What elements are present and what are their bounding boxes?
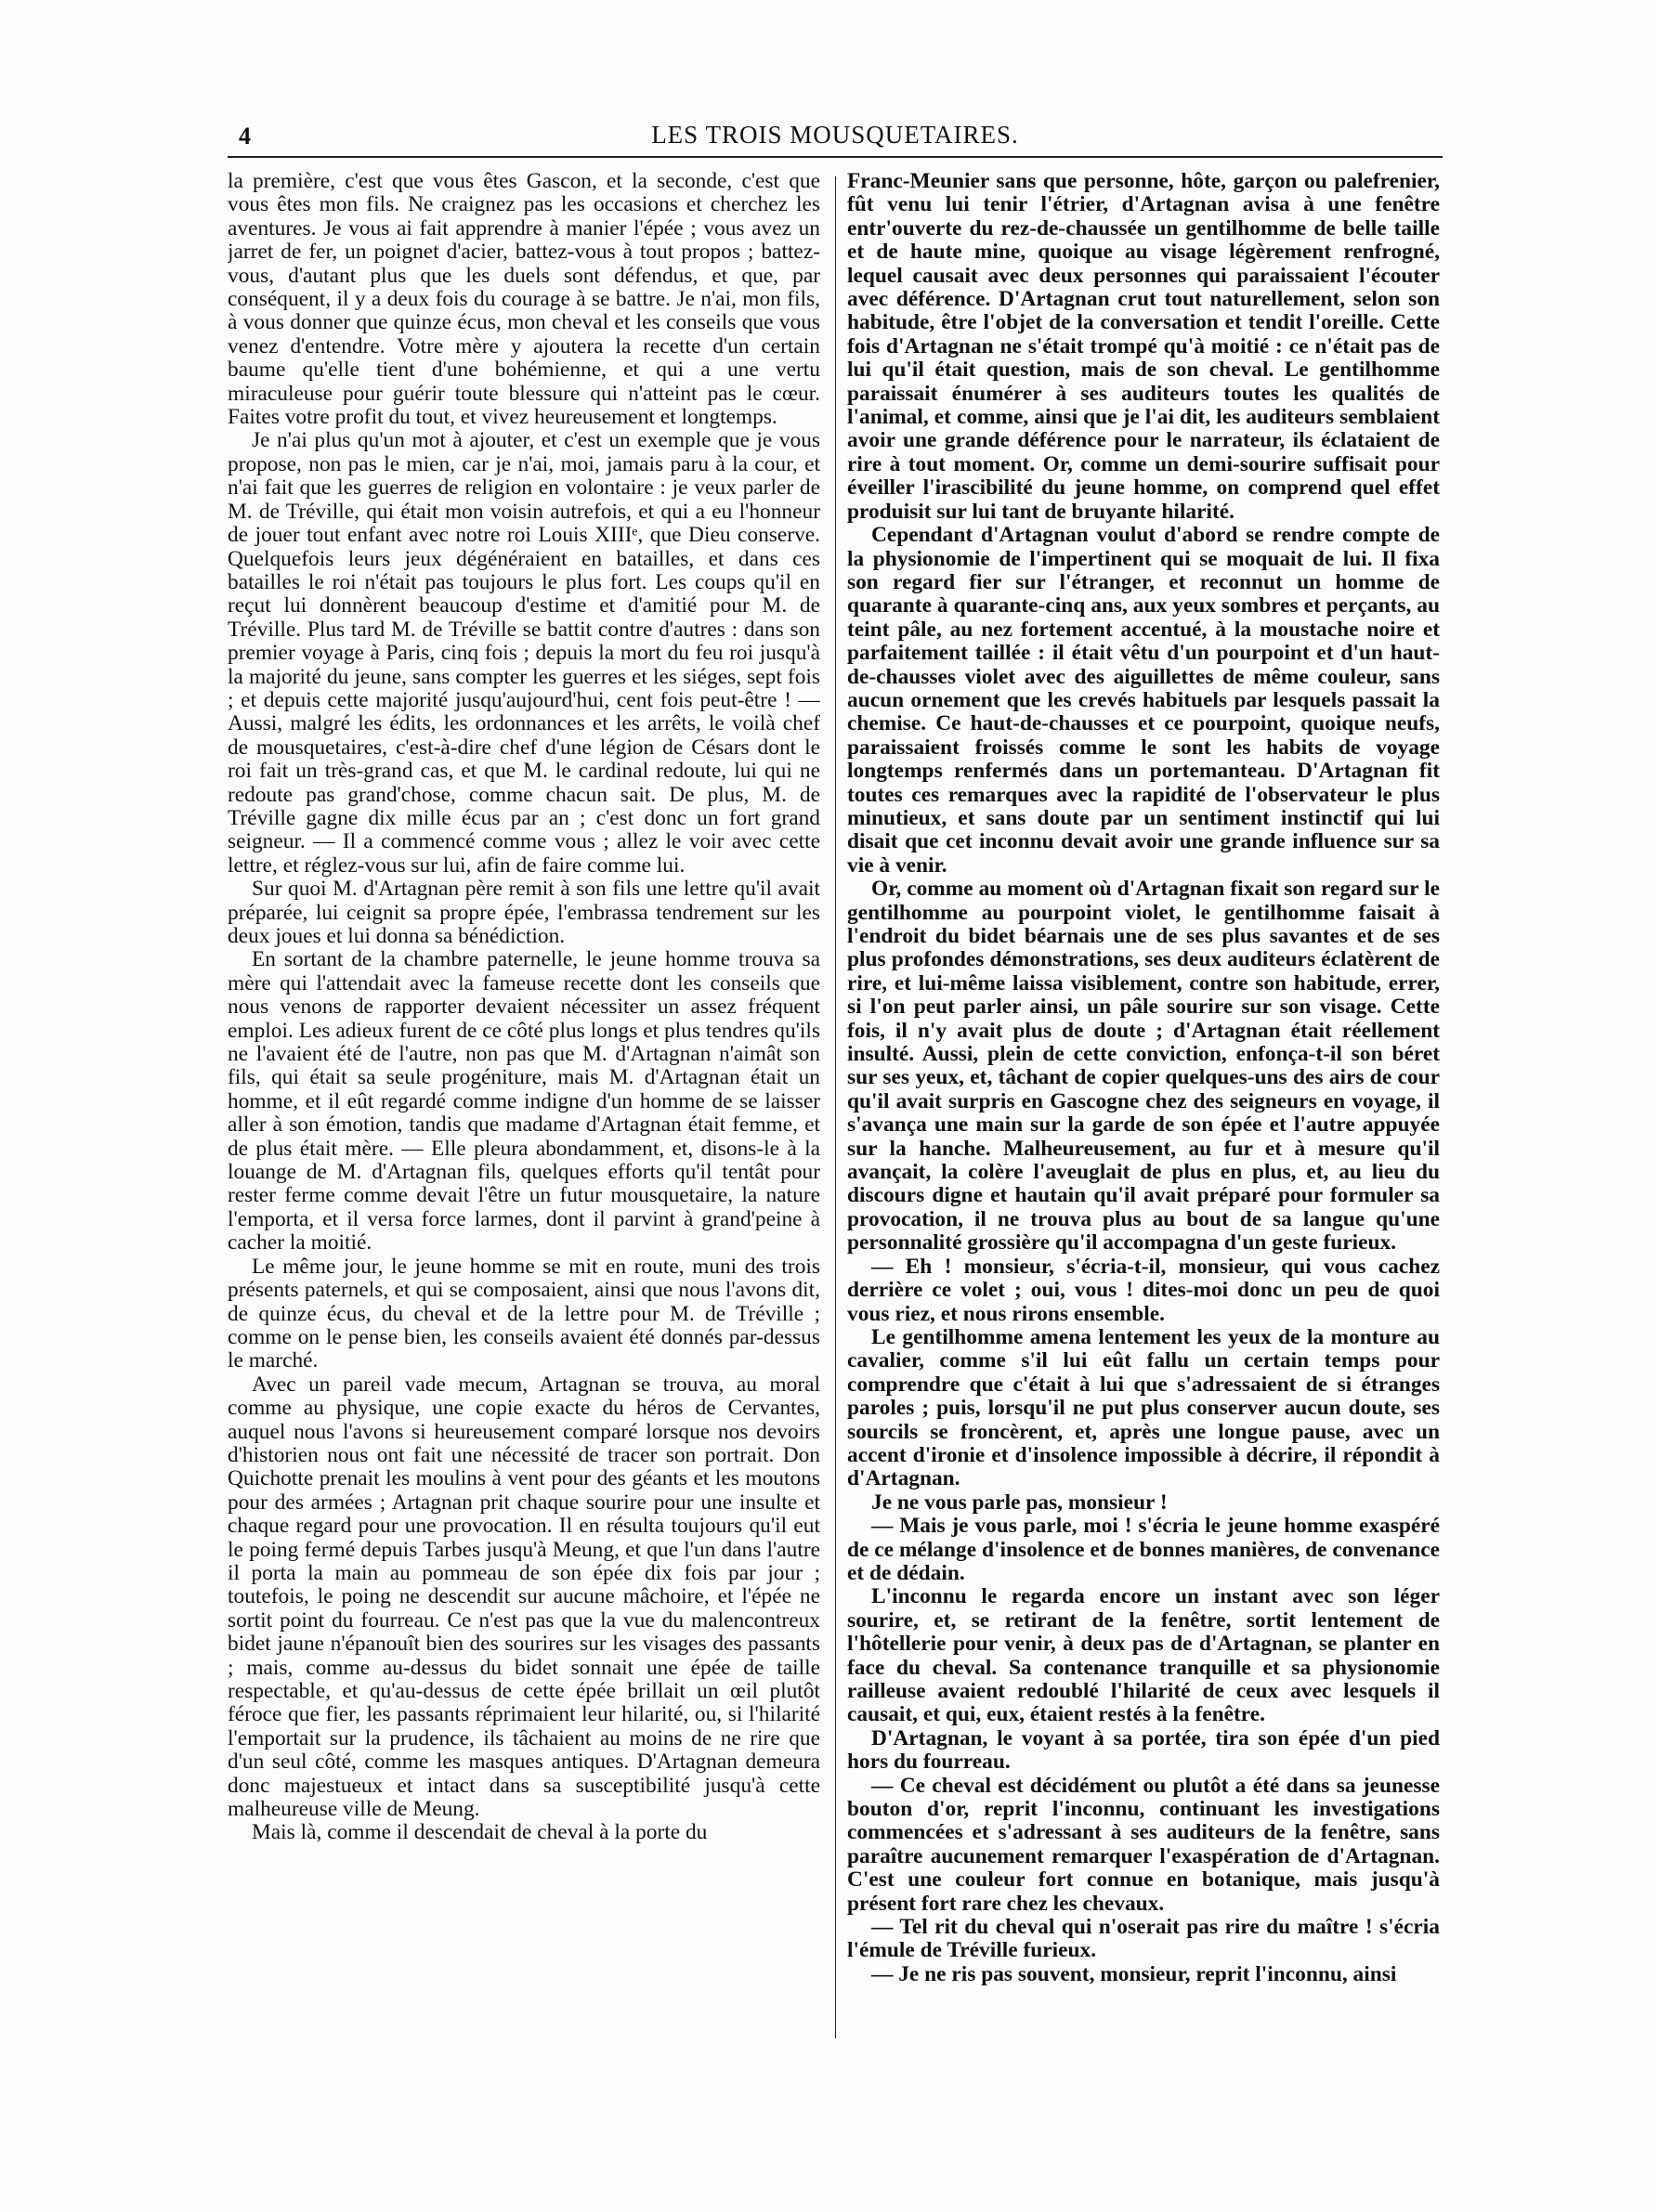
right-paragraph-4: — Eh ! monsieur, s'écria-t-il, monsieur, qui vous cachez derrière ce volet ; oui, vous ! dites-moi donc un peu de quoi vous riez, et nous rirons ensemble. xyxy=(847,1254,1440,1326)
left-column xyxy=(228,170,820,2055)
right-paragraph-9: D'Artagnan, le voyant à sa portée, tira son épée d'un pied hors du fourreau. xyxy=(847,1725,1440,1775)
right-paragraph-5: Le gentilhomme amena lentement les yeux de la monture au cavalier, comme s'il lui eût fallu un certain temps pour comprendre que c'était à lui que s'adressaient de si étranges paroles ; puis, lorsqu'il ne put plus conserver aucun doute, ses sourcils se froncèrent, et, après une longue pause, avec un accent d'ironie et d'insolence impossible à décrire, il répondit à d'Artagnan. xyxy=(847,1324,1440,1491)
left-paragraph-6: Avec un pareil vade mecum, Artagnan se trouva, au moral comme au physique, une copie exacte du héros de Cervantes, auquel nous l'avons si heureusement comparé lorsque nos devoirs d'historien nous ont fait une nécessité de tracer son portrait. Don Quichotte prenait les moulins à vent pour des géants et les moutons pour des armées ; Artagnan prit chaque sourire pour une insulte et chaque regard pour une provocation. Il en résulta toujours qu'il eut le poing fermé depuis Tarbes jusqu'à Meung, et que l'un dans l'autre il porta la main au pommeau de son épée dix fois par jour ; toutefois, le poing ne descendit sur aucune mâchoire, et l'épée ne sortit point du fourreau. Ce n'est pas que la vue du malencontreux bidet jaune n'épanouît bien des sourires sur les visages des passants ; mais, comme au-dessus du bidet sonnait une épée de taille respectable, et qu'au-dessus de cette épée brillait un œil plutôt féroce que fier, les passants réprimaient leur hilarité, ou, si l'hilarité l'emportait sur la prudence, ils tâchaient au moins de ne rire que d'un seul côté, comme les masques antiques. D'Artagnan demeura donc majestueux et intact dans sa susceptibilité jusqu'à cette malheureuse ville de Meung. xyxy=(228,1372,820,1822)
right-paragraph-2: Cependant d'Artagnan voulut d'abord se rendre compte de la physionomie de l'impertinent qui se moquait de lui. Il fixa son regard fier sur l'étranger, et reconnut un homme de quarante à quarante-cinq ans, aux yeux sombres et perçants, au teint pâle, au nez fortement accentué, à la moustache noire et parfaitement taillée : il était vêtu d'un pourpoint et d'un haut-de-chausses violet avec des aiguillettes de même couleur, sans aucun ornement que les crevés habituels par lesquels passait la chemise. Ce haut-de-chausses et ce pourpoint, quoique neufs, paraissaient froissés comme le sont les habits de voyage longtemps renfermés dans un portemanteau. D'Artagnan fit toutes ces remarques avec la rapidité de l'observateur le plus minutieux, et sans doute par un sentiment instinctif qui lui disait que cet inconnu devait avoir une grande influence sur sa vie à venir. xyxy=(847,523,1440,878)
right-paragraph-7: — Mais je vous parle, moi ! s'écria le jeune homme exaspéré de ce mélange d'insolence et de bonnes manières, de convenance et de dédain. xyxy=(847,1514,1440,1585)
left-paragraph-4: En sortant de la chambre paternelle, le jeune homme trouva sa mère qui l'attendait avec la fameuse recette dont les conseils que nous venons de rapporter devaient nécessiter un assez fréquent emploi. Les adieux furent de ce côté plus longs et plus tendres qu'ils ne l'avaient été de l'autre, non pas que M. d'Artagnan n'aimât son fils, qui était sa seule progéniture, mais M. d'Artagnan était un homme, et il eût regardé comme indigne d'un homme de se laisser aller à son émotion, tandis que madame d'Artagnan était femme, et de plus était mère. — Elle pleura abondamment, et, disons-le à la louange de M. d'Artagnan fils, quelques efforts qu'il tentât pour rester ferme comme devait l'être un futur mousquetaire, la nature l'emporta, et il versa force larmes, dont il parvint à grand'peine à cacher la moitié. xyxy=(228,947,820,1256)
right-paragraph-1: Franc-Meunier sans que personne, hôte, garçon ou palefrenier, fût venu lui tenir l'étrier, d'Artagnan avisa à une fenêtre entr'ouverte du rez-de-chaussée un gentilhomme de belle taille et de haute mine, quoique au visage légèrement renfrogné, lequel causait avec deux personnes qui paraissaient l'écouter avec déférence. D'Artagnan crut tout naturellement, selon son habitude, être l'objet de la conversation et tendit l'oreille. Cette fois d'Artagnan ne s'était trompé qu'à moitié : ce n'était pas de lui qu'il était question, mais de son cheval. Le gentilhomme paraissait énumérer à ses auditeurs toutes les qualités de l'animal, et comme, ainsi que je l'ai dit, les auditeurs semblaient avoir une grande déférence pour le narrateur, ils éclataient de rire à tout moment. Or, comme un demi-sourire suffisait pour éveiller l'irascibilité du jeune homme, on comprend quel effet produisit sur lui tant de bruyante hilarité. xyxy=(847,170,1440,524)
right-paragraph-12: — Je ne ris pas souvent, monsieur, reprit l'inconnu, ainsi xyxy=(871,1961,1397,1986)
right-column xyxy=(847,170,1440,2055)
right-paragraph-8: L'inconnu le regarda encore un instant avec son léger sourire, et, se retirant de la fenêtre, sortit lentement de l'hôtellerie pour venir, à deux pas de d'Artagnan, se planter en face du cheval. Sa contenance tranquille et sa physionomie railleuse avaient redoublé l'hilarité de ceux avec lesquels il causait, et qui, eux, étaient restés à la fenêtre. xyxy=(847,1584,1440,1727)
running-title: LES TROIS MOUSQUETAIRES. xyxy=(651,121,1019,149)
right-paragraph-3: Or, comme au moment où d'Artagnan fixait son regard sur le gentilhomme au pourpoint violet, le gentilhomme faisait à l'endroit du bidet béarnais une de ses plus savantes et de ses plus profondes démonstrations, ses deux auditeurs éclatèrent de rire, et lui-même laissa visiblement, contre son habitude, errer, si l'on peut parler ainsi, un pâle sourire sur son visage. Cette fois, il n'y avait plus de doute ; d'Artagnan était réellement insulté. Aussi, plein de cette conviction, enfonça-t-il son béret sur ses yeux, et, tâchant de copier quelques-uns des airs de cour qu'il avait surpris en Gascogne chez des seigneurs en voyage, il s'avança une main sur la garde de son épée et l'autre appuyée sur la hanche. Malheureusement, au fur et à mesure qu'il avançait, la colère l'aveuglait de plus en plus, et, au lieu du discours digne et hautain qu'il avait préparé pour formuler sa provocation, il ne trouva plus au bout de sa langue qu'une personnalité grossière qu'il accompagna d'un geste furieux. xyxy=(847,877,1440,1256)
left-paragraph-3: Sur quoi M. d'Artagnan père remit à son fils une lettre qu'il avait préparée, lui ceignit sa propre épée, l'embrassa tendrement sur les deux joues et lui donna sa bénédiction. xyxy=(228,877,820,948)
right-paragraph-10: — Ce cheval est décidément ou plutôt a été dans sa jeunesse bouton d'or, reprit l'inconnu, continuant les investigations commencées et s'adressant à ses auditeurs de la fenêtre, sans paraître aucunement remarquer l'exaspération de d'Artagnan. C'est une couleur fort connue en botanique, mais jusqu'à présent fort rare chez les chevaux. xyxy=(847,1773,1440,1916)
right-paragraph-11: — Tel rit du cheval qui n'oserait pas rire du maître ! s'écria l'émule de Tréville furieux. xyxy=(847,1915,1440,1963)
left-paragraph-7: Mais là, comme il descendait de cheval à la porte du xyxy=(252,1820,708,1845)
left-paragraph-5: Le même jour, le jeune homme se mit en route, muni des trois présents paternels, et qui se composaient, ainsi que nous l'avons dit, de quinze écus, du cheval et de la lettre pour M. de Tréville ; comme on le pense bien, les conseils avaient été donnés par-dessus le marché. xyxy=(228,1254,820,1373)
page-number: 4 xyxy=(239,123,251,150)
left-paragraph-2: Je n'ai plus qu'un mot à ajouter, et c'est un exemple que je vous propose, non pas le mien, car je n'ai, moi, jamais paru à la cour, et n'ai fait que les guerres de religion en volontaire : je veux parler de M. de Tréville, qui était mon voisin autrefois, et qui a eu l'honneur de jouer tout enfant avec notre roi Louis XIIIᵉ, que Dieu conserve. Quelquefois leurs jeux dégénéraient en batailles, et dans ces batailles le roi n'était pas toujours le plus fort. Les coups qu'il en reçut lui donnèrent beaucoup d'estime et d'amitié pour M. de Tréville. Plus tard M. de Tréville se battit contre d'autres : dans son premier voyage à Paris, cinq fois ; depuis la mort du feu roi jusqu'à la majorité du jeune, sans compter les guerres et les siéges, sept fois ; et depuis cette majorité jusqu'aujourd'hui, cent fois peut-être ! — Aussi, malgré les édits, les ordonnances et les arrêts, le voilà chef de mousquetaires, c'est-à-dire chef d'une légion de Césars dont le roi fait un très-grand cas, et que M. le cardinal redoute, lui qui ne redoute pas grand'chose, comme chacun sait. De plus, M. de Tréville gagne dix mille écus par an ; c'est donc un fort grand seigneur. — Il a commencé comme vous ; allez le voir avec cette lettre, et réglez-vous sur lui, afin de faire comme lui. xyxy=(228,428,820,878)
page-header xyxy=(228,119,1443,156)
right-paragraph-6: Je ne vous parle pas, monsieur ! xyxy=(871,1490,1168,1515)
column-separator xyxy=(835,176,836,2038)
header-rule xyxy=(228,156,1443,158)
left-paragraph-1: la première, c'est que vous êtes Gascon, et la seconde, c'est que vous êtes mon fils. Ne craignez pas les occasions et cherchez les aventures. Je vous ai fait apprendre à manier l'épée ; vous avez un jarret de fer, un poignet d'acier, battez-vous à tout propos ; battez-vous, d'autant plus que les duels sont défendus, et que, par conséquent, il y a deux fois du courage à se battre. Je n'ai, mon fils, à vous donner que quinze écus, mon cheval et les conseils que vous venez d'entendre. Votre mère y ajoutera la recette d'un certain baume qu'elle tient d'une bohémienne, et qui a une vertu miraculeuse pour guérir toute blessure qui n'atteint pas le cœur. Faites votre profit du tout, et vivez heureusement et longtemps. xyxy=(228,170,820,430)
